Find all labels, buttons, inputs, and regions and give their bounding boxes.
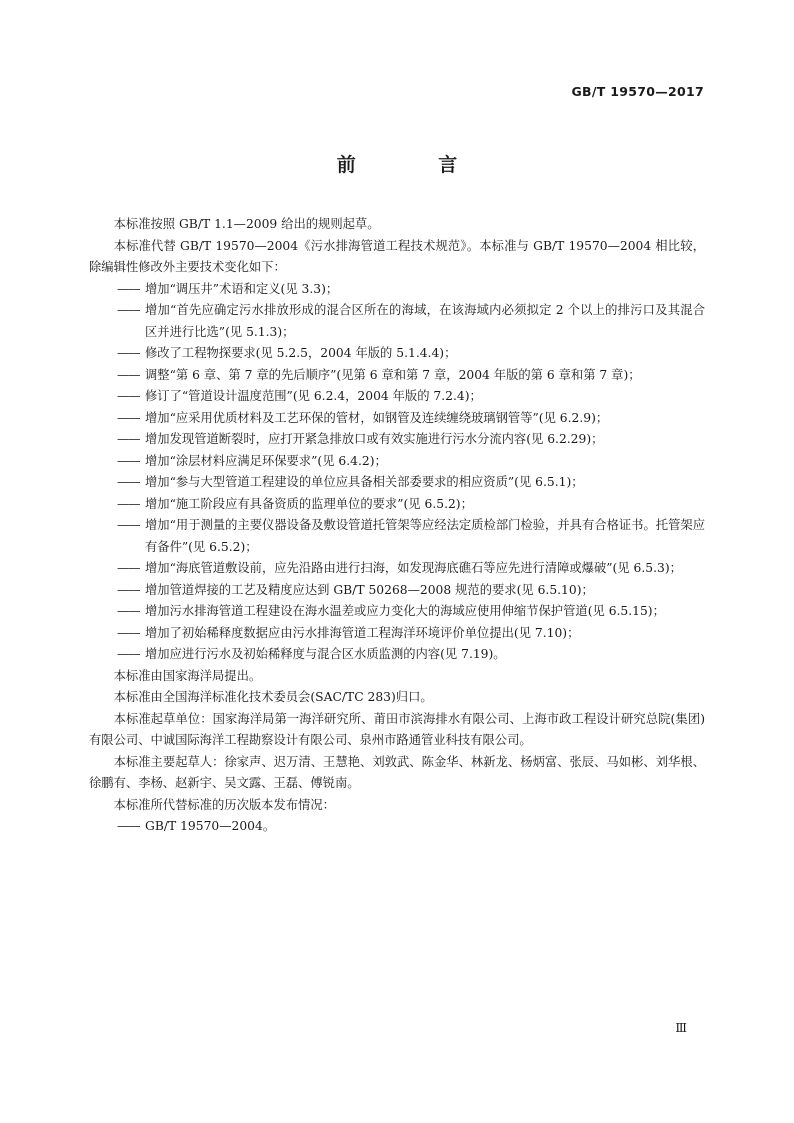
dash-marker: —— [117,582,140,597]
list-item-text: 增加应进行污水及初始稀释度与混合区水质监测的内容(见 7.19)。 [145,647,506,661]
dash-marker: —— [117,561,140,575]
paragraph-history-intro: 本标准所代替标准的历次版本发布情况： [113,797,335,812]
list-item [89,365,705,387]
list-item [89,343,705,365]
dash-marker: —— [117,303,140,317]
list-item-text: 增加“首先应确定污水排放形成的混合区所在的海域，在该海域内必须拟定 2 个以上的排污口及其混合区并进行比选”(见 5.1.3)； [145,303,705,339]
dash-marker: —— [117,647,140,661]
foreword-body [89,214,705,838]
list-item-text: 增加管道焊接的工艺及精度应达到 GB/T 50268—2008 规范的要求(见 6.5.10)； [145,582,594,597]
dash-marker: —— [117,367,140,382]
list-item-text: GB/T 19570—2004。 [145,819,276,833]
dash-marker: —— [117,819,140,833]
list-item-text: 增加“涂层材料应满足环保要求”(见 6.4.2)； [145,453,387,468]
page-number: Ⅲ [675,1021,687,1035]
list-item-text: 增加“应采用优质材料及工艺环保的管材，如钢管及连续缠绕玻璃钢管等”(见 6.2.9)； [145,410,609,425]
list-item-text: 增加“用于测量的主要仪器设备及敷设管道托管架等应经法定质检部门检验，并具有合格证书。托管架应有备件”(见 6.5.2)； [145,518,705,554]
paragraph-proposer: 本标准由国家海洋局提出。 [113,668,262,683]
list-item-text: 调整“第 6 章、第 7 章的先后顺序”(见第 6 章和第 7 章，2004 年版的第 6 章和第 7 章)； [145,367,641,382]
paragraph-committee: 本标准由全国海洋标准化技术委员会(SAC/TC 283)归口。 [113,690,433,704]
list-item [89,429,705,451]
changes-list [89,279,705,666]
dash-marker: —— [117,410,140,425]
list-item [89,472,705,494]
list-item-text: 修改了工程物探要求(见 5.2.5，2004 年版的 5.1.4.4)； [145,346,457,360]
list-item [89,300,705,343]
list-item-text: 增加“施工阶段应有具备资质的监理单位的要求”(见 6.5.2)； [145,496,473,511]
history-list [89,816,705,838]
dash-marker: —— [117,518,140,532]
dash-marker: —— [117,389,140,403]
dash-marker: —— [117,346,140,360]
dash-marker: —— [117,432,140,446]
page-title: 前 言 [336,154,496,176]
paragraph-drafters: 本标准主要起草人：徐家声、迟万清、王慧艳、刘敦武、陈金华、林新龙、杨炳富、张辰、马如彬、刘华根、徐鹏有、李杨、赵新宇、吴文露、王磊、傅锐南。 [89,754,705,790]
dash-marker: —— [117,625,140,640]
list-item [89,623,705,645]
dash-marker: —— [117,281,140,296]
dash-marker: —— [117,604,140,618]
list-item [89,558,705,580]
list-item-text: 增加“调压井”术语和定义(见 3.3)； [145,281,339,296]
paragraph-drafting-units: 本标准起草单位：国家海洋局第一海洋研究所、莆田市滨海排水有限公司、上海市政工程设计研究总院(集团)有限公司、中诚国际海洋工程勘察设计有限公司、泉州市路通管业科技有限公司。 [89,711,705,747]
paragraph-drafting-rule: 本标准按照 GB/T 1.1—2009 给出的规则起草。 [113,217,380,231]
dash-marker: —— [117,475,140,489]
list-item [89,644,705,666]
list-item [89,386,705,408]
list-item-text: 增加“海底管道敷设前，应先沿路由进行扫海，如发现海底礁石等应先进行清障或爆破”(见 6.5.3)； [145,561,682,575]
list-item-text: 增加“参与大型管道工程建设的单位应具备相关部委要求的相应资质”(见 6.5.1)； [145,475,584,489]
dash-marker: —— [117,453,140,468]
list-item [89,515,705,558]
list-item [89,580,705,602]
list-item-text: 增加了初始稀释度数据应由污水排海管道工程海洋环境评价单位提出(见 7.10)； [145,625,580,640]
list-item [89,601,705,623]
list-item-text: 增加发现管道断裂时，应打开紧急排放口或有效实施进行污水分流内容(见 6.2.29)； [145,432,604,446]
dash-marker: —— [117,496,140,511]
list-item [89,408,705,430]
list-item [89,494,705,516]
list-item-text: 修订了“管道设计温度范围”(见 6.2.4，2004 年版的 7.2.4)； [145,389,482,403]
list-item [89,451,705,473]
paragraph-replacement: 本标准代替 GB/T 19570—2004《污水排海管道工程技术规范》。本标准与 GB/T 19570—2004 相比较，除编辑性修改外主要技术变化如下： [89,238,705,274]
list-item-text: 增加污水排海管道工程建设在海水温差或应力变化大的海域应使用伸缩节保护管道(见 6.5.15)； [145,604,665,618]
list-item [89,816,705,838]
document-code: GB/T 19570—2017 [571,84,704,99]
list-item [89,279,705,301]
